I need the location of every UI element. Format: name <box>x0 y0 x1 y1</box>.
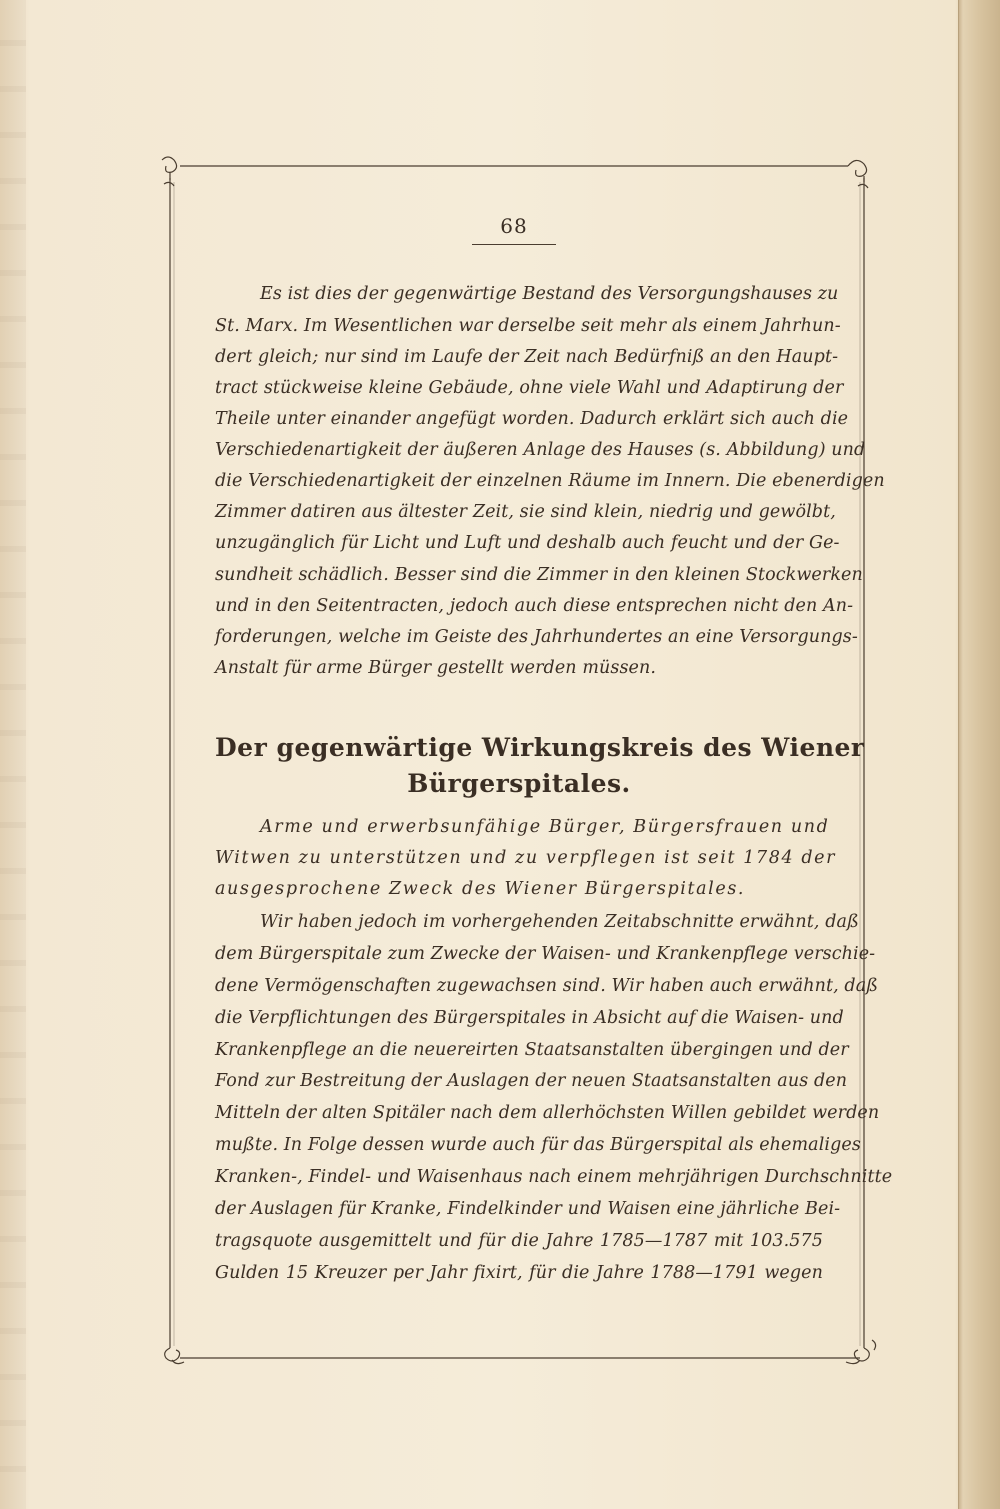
text-line: dene Vermögenschaften zugewachsen sind. Wir haben auch erwähnt, daß <box>215 976 879 996</box>
text-line: unzugänglich für Licht und Luft und deshalb auch feucht und der Ge- <box>215 533 840 553</box>
text-line: Wir haben jedoch im vorhergehenden Zeitabschnitte erwähnt, daß <box>260 912 859 932</box>
text-line: Krankenpflege an die neuereirten Staatsanstalten übergingen und der <box>215 1040 849 1060</box>
text-line: St. Marx. Im Wesentlichen war derselbe seit mehr als einem Jahrhun- <box>215 316 841 336</box>
text-line: Verschiedenartigkeit der äußeren Anlage des Hauses (s. Abbildung) und <box>215 440 866 460</box>
text-line: sundheit schädlich. Besser sind die Zimmer in den kleinen Stockwerken <box>215 565 863 585</box>
page-number-rule <box>472 244 556 245</box>
text-line: mußte. In Folge dessen wurde auch für das Bürgerspital als ehemaliges <box>215 1135 861 1155</box>
text-line: Kranken-, Findel- und Waisenhaus nach einem mehrjährigen Durchschnitte <box>215 1167 893 1187</box>
page-number: 68 <box>500 214 528 238</box>
text-line: Fond zur Bestreitung der Auslagen der neuen Staatsanstalten aus den <box>215 1071 848 1091</box>
text-line: Es ist dies der gegenwärtige Bestand des Versorgungshauses zu <box>260 284 839 304</box>
text-line: dert gleich; nur sind im Laufe der Zeit nach Bedürfniß an den Haupt- <box>215 347 839 367</box>
text-line: forderungen, welche im Geiste des Jahrhundertes an eine Versorgungs- <box>215 627 858 647</box>
text-line: Mitteln der alten Spitäler nach dem allerhöchsten Willen gebildet werden <box>215 1103 880 1123</box>
text-line: tragsquote ausgemittelt und für die Jahre 1785—1787 mit 103.575 <box>215 1231 823 1251</box>
text-line: Anstalt für arme Bürger gestellt werden müssen. <box>215 658 657 678</box>
text-line: Witwen zu unterstützen und zu verpflegen ist seit 1784 der <box>215 848 837 868</box>
text-line: die Verpflichtungen des Bürgerspitales in Absicht auf die Waisen- und <box>215 1008 844 1028</box>
text-line: Theile unter einander angefügt worden. Dadurch erklärt sich auch die <box>215 409 849 429</box>
text-line: tract stückweise kleine Gebäude, ohne viele Wahl und Adaptirung der <box>215 378 844 398</box>
section-heading-line-1: Der gegenwärtige Wirkungskreis des Wiener <box>215 733 865 762</box>
text-line: Gulden 15 Kreuzer per Jahr fixirt, für die Jahre 1788—1791 wegen <box>215 1263 823 1283</box>
text-line: dem Bürgerspitale zum Zwecke der Waisen- und Krankenpflege verschie- <box>215 944 876 964</box>
text-line: der Auslagen für Kranke, Findelkinder und Waisen eine jährliche Bei- <box>215 1199 841 1219</box>
text-line: ausgesprochene Zweck des Wiener Bürgerspitales. <box>215 879 746 899</box>
text-line: Arme und erwerbsunfähige Bürger, Bürgersfrauen und <box>260 817 830 837</box>
text-line: Zimmer datiren aus ältester Zeit, sie sind klein, niedrig und gewölbt, <box>215 502 836 522</box>
section-heading-line-2: Bürgerspitales. <box>407 769 631 798</box>
text-line: die Verschiedenartigkeit der einzelnen Räume im Innern. Die ebenerdigen <box>215 471 885 491</box>
text-line: und in den Seitentracten, jedoch auch diese entsprechen nicht den An- <box>215 596 854 616</box>
